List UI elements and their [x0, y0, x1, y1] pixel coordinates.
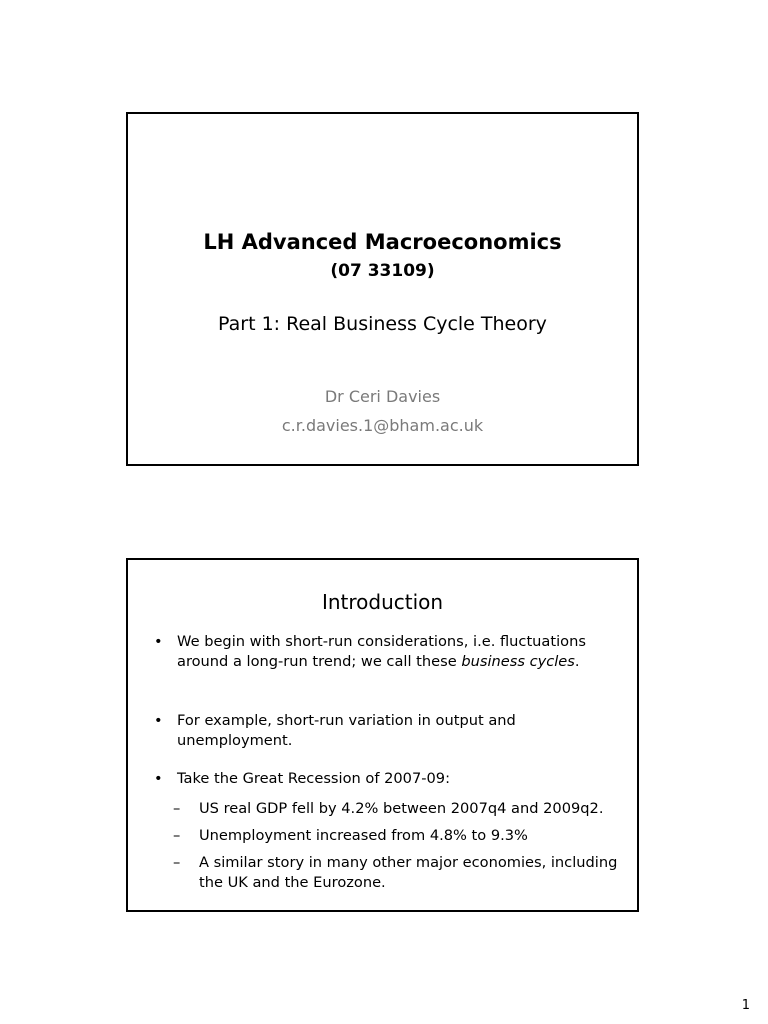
- slide-title: Introduction: [321, 590, 444, 614]
- bullet-item: [154, 632, 614, 671]
- part-title: Part 1: Real Business Cycle Theory: [218, 313, 547, 335]
- bullet-text: Take the Great Recession of 2007-09:: [177, 770, 450, 787]
- course-title: LH Advanced Macroeconomics: [203, 230, 562, 254]
- bullet-marker: •: [154, 712, 163, 729]
- bullet-marker: •: [154, 633, 163, 650]
- sub-bullet-marker: –: [173, 827, 181, 844]
- bullet-text: For example, short-run variation in output and unemployment.: [177, 712, 516, 749]
- bullet-text: [177, 632, 614, 671]
- sub-bullet-marker: –: [173, 800, 181, 817]
- bullet-text-part: .: [574, 652, 580, 670]
- sub-bullet-text: A similar story in many other major economies, including the UK and the Eurozone.: [199, 854, 618, 891]
- author-email: c.r.davies.1@bham.ac.uk: [281, 416, 484, 435]
- sub-bullet-item: [173, 799, 623, 819]
- bullet-item: [154, 711, 614, 750]
- bullet-item: [154, 769, 614, 789]
- bullet-text-part: We begin with short-run considerations, i.e. fluctuations around a long-run trend; we call these: [177, 633, 586, 670]
- introduction-slide: [126, 558, 639, 912]
- sub-bullet-text: Unemployment increased from 4.8% to 9.3%: [199, 827, 528, 844]
- emphasized-term: business cycles: [461, 652, 575, 670]
- author-name: Dr Ceri Davies: [324, 387, 441, 406]
- course-code: (07 33109): [330, 261, 435, 281]
- page-number: 1: [741, 998, 750, 1013]
- sub-bullet-item: [173, 826, 623, 846]
- sub-bullet-item: [173, 853, 623, 892]
- sub-bullet-marker: –: [173, 854, 181, 871]
- bullet-marker: •: [154, 770, 163, 787]
- title-slide: [126, 112, 639, 466]
- sub-bullet-text: US real GDP fell by 4.2% between 2007q4 and 2009q2.: [199, 800, 604, 817]
